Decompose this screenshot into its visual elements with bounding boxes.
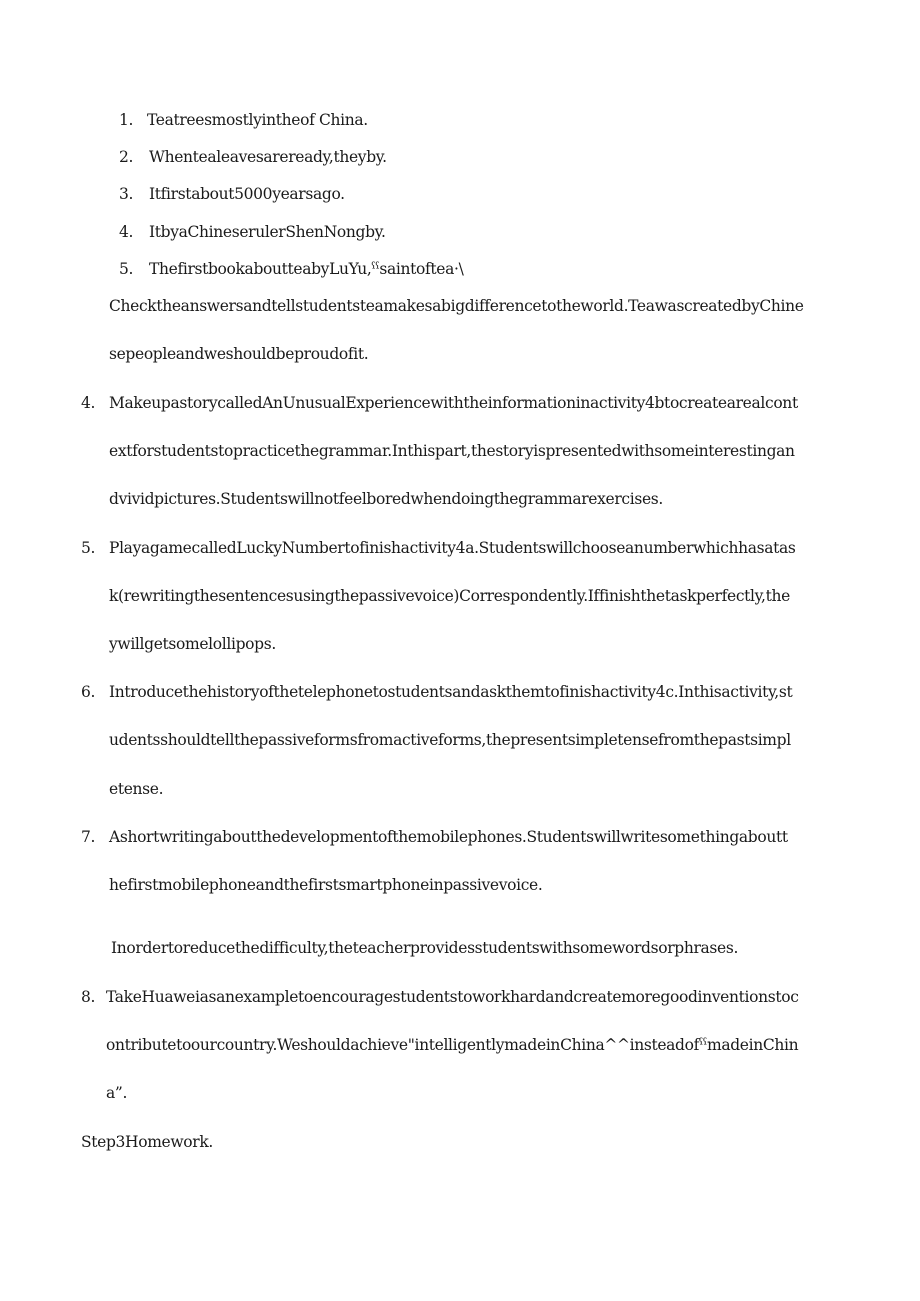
- list-item-number: 7.: [81, 828, 96, 846]
- sub-list-item: Teatreesmostlyintheof China.: [147, 111, 368, 129]
- paragraph-line: Inordertoreducethedifficulty,theteacherprovidesstudentswithsomewordsorphrases.: [111, 939, 739, 957]
- step-heading: Step3Homework.: [81, 1133, 213, 1151]
- sub-list-item: Whentealeavesareready,theyby.: [149, 148, 387, 166]
- paragraph-line: ontributetoourcountry.Weshouldachieve"intelligentlymadeinChina^^insteadofˤˤmadeinChin: [106, 1036, 799, 1054]
- paragraph-line: TakeHuaweiasanexampletoencouragestudentstoworkhardandcreatemoregoodinventionstoc: [106, 988, 799, 1006]
- paragraph-line: dvividpictures.Studentswillnotfeelboredwhendoingthegrammarexercises.: [109, 490, 663, 508]
- list-item-number: 6.: [81, 683, 96, 701]
- sub-list-item: ItbyaChineserulerShenNongby.: [149, 223, 386, 241]
- paragraph-line: k(rewritingthesentencesusingthepassivevoice)Correspondently.Iffinishthetaskperfectly,the: [109, 587, 790, 605]
- paragraph-line: a”.: [106, 1084, 128, 1102]
- paragraph-line: ywillgetsomelollipops.: [109, 635, 276, 653]
- paragraph-line: sepeopleandweshouldbeproudofit.: [109, 345, 369, 363]
- paragraph-line: Introducethehistoryofthetelephonetostudentsandaskthemtofinishactivity4c.Inthisactivity,st: [109, 683, 793, 701]
- sub-list-item: Itfirstabout5000yearsago.: [149, 185, 345, 203]
- paragraph-line: Ashortwritingaboutthedevelopmentofthemobilephones.Studentswillwritesomethingaboutt: [109, 828, 788, 846]
- paragraph-line: extforstudentstopracticethegrammar.Inthispart,thestoryispresentedwithsomeinterestingan: [109, 442, 795, 460]
- paragraph-line: Checktheanswersandtellstudentsteamakesabigdifferencetotheworld.TeawascreatedbyChine: [109, 297, 804, 315]
- list-item-number: 4.: [81, 394, 96, 412]
- sub-list-number: 4.: [119, 223, 134, 241]
- sub-list-number: 1.: [119, 111, 134, 129]
- sub-list-number: 2.: [119, 148, 134, 166]
- paragraph-line: hefirstmobilephoneandthefirstsmartphoneinpassivevoice.: [109, 876, 543, 894]
- paragraph-line: MakeupastorycalledAnUnusualExperiencewiththeinformationinactivity4btocreatearealcont: [109, 394, 798, 412]
- paragraph-line: PlayagamecalledLuckyNumbertofinishactivity4a.Studentswillchooseanumberwhichhasatas: [109, 539, 796, 557]
- paragraph-line: udentsshouldtellthepassiveformsfromactiveforms,thepresentsimpletensefromthepastsimpl: [109, 731, 791, 749]
- sub-list-number: 3.: [119, 185, 134, 203]
- sub-list-number: 5.: [119, 260, 134, 278]
- sub-list-item: ThefirstbookaboutteabyLuYu,ˤˤsaintoftea·\: [149, 260, 464, 278]
- list-item-number: 5.: [81, 539, 96, 557]
- paragraph-line: etense.: [109, 780, 164, 798]
- list-item-number: 8.: [81, 988, 96, 1006]
